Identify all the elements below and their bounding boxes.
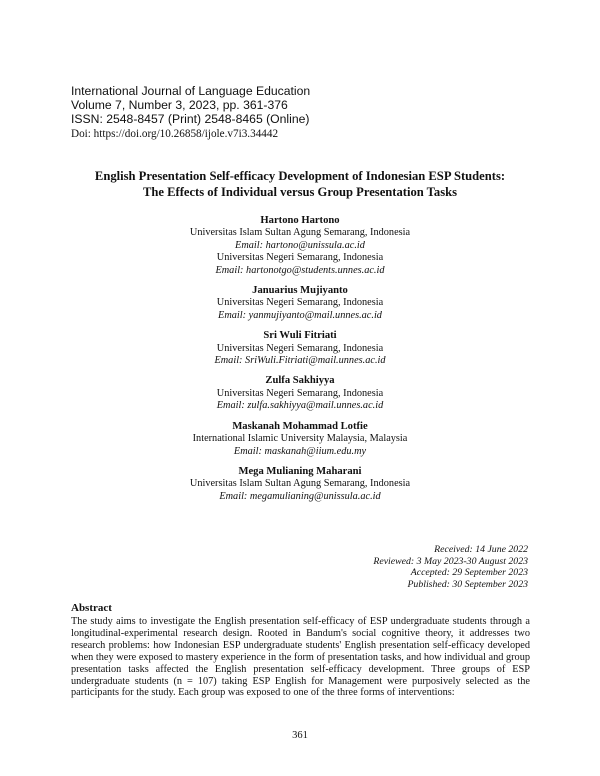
published-date: Published: 30 September 2023: [407, 578, 528, 590]
paper-title: [60, 168, 540, 200]
author-affiliation: Universitas Negeri Semarang, Indonesia: [216, 252, 384, 264]
author-name: Januarius Mujiyanto: [252, 285, 348, 297]
abstract-section: [71, 602, 530, 699]
reviewed-date: Reviewed: 3 May 2023-30 August 2023: [373, 555, 528, 567]
author-email[interactable]: Email: SriWuli.Fitriati@mail.unnes.ac.id: [214, 355, 386, 367]
author-name: Mega Mulianing Maharani: [238, 465, 362, 477]
author-affiliation: Universitas Islam Sultan Agung Semarang, Indonesia: [189, 478, 411, 490]
author-block: [100, 375, 500, 412]
author-block: [100, 421, 500, 458]
page-number: 361: [292, 730, 308, 741]
author-affiliation: Universitas Negeri Semarang, Indonesia: [216, 342, 384, 354]
author-affiliation: Universitas Islam Sultan Agung Semarang, Indonesia: [189, 227, 411, 239]
author-name: Zulfa Sakhiyya: [265, 375, 335, 387]
journal-header: [71, 84, 541, 141]
author-block: [100, 330, 500, 367]
author-email[interactable]: Email: yanmujiyanto@mail.unnes.ac.id: [218, 309, 382, 321]
author-email[interactable]: Email: hartonotgo@students.unnes.ac.id: [215, 264, 385, 276]
paper-title-line-2: The Effects of Individual versus Group Presentation Tasks: [142, 185, 458, 199]
journal-name: International Journal of Language Education: [71, 84, 311, 98]
author-email[interactable]: Email: zulfa.sakhiyya@mail.unnes.ac.id: [216, 400, 384, 412]
author-block: [100, 466, 500, 503]
author-block: [100, 215, 500, 277]
abstract-text: The study aims to investigate the English presentation self-efficacy of ESP undergraduate students through a longitudinal-experimental research design. Rooted in Bandum's social cognitive theory, it addresses two research problems: how Indonesian ESP undergraduate students' English presentation self-efficacy developed when they were exposed to mastery experience in the form of presentation tasks, and how individual and group presentation tasks affected the English presentation self-efficacy development. Three groups of ESP undergraduate students (n = 107) taking ESP English for Management were purposively selected as the participants for the study. Each group was exposed to one of the three forms of interventions:: [71, 616, 530, 699]
author-name: Hartono Hartono: [260, 215, 340, 226]
paper-title-line-1: English Presentation Self-efficacy Development of Indonesian ESP Students:: [94, 169, 506, 183]
author-email[interactable]: Email: maskanah@iium.edu.my: [233, 445, 367, 457]
journal-volume: Volume 7, Number 3, 2023, pp. 361-376: [71, 98, 288, 113]
journal-doi[interactable]: Doi: https://doi.org/10.26858/ijole.v7i3.34442: [71, 127, 279, 140]
abstract-heading: Abstract: [71, 602, 112, 614]
article-dates: [373, 544, 528, 590]
author-affiliation: Universitas Negeri Semarang, Indonesia: [216, 387, 384, 399]
journal-issn: ISSN: 2548-8457 (Print) 2548-8465 (Online): [71, 112, 310, 127]
author-name: Maskanah Mohammad Lotfie: [232, 420, 368, 432]
author-affiliation: Universitas Negeri Semarang, Indonesia: [216, 297, 384, 309]
received-date: Received: 14 June 2022: [434, 544, 528, 555]
author-email[interactable]: Email: megamulianing@unissula.ac.id: [219, 490, 381, 502]
author-list: [100, 215, 500, 511]
accepted-date: Accepted: 29 September 2023: [410, 567, 528, 579]
author-name: Sri Wuli Fitriati: [263, 330, 337, 342]
author-block: [100, 285, 500, 322]
author-email[interactable]: Email: hartono@unissula.ac.id: [235, 239, 365, 251]
author-affiliation: International Islamic University Malaysia, Malaysia: [192, 433, 408, 445]
